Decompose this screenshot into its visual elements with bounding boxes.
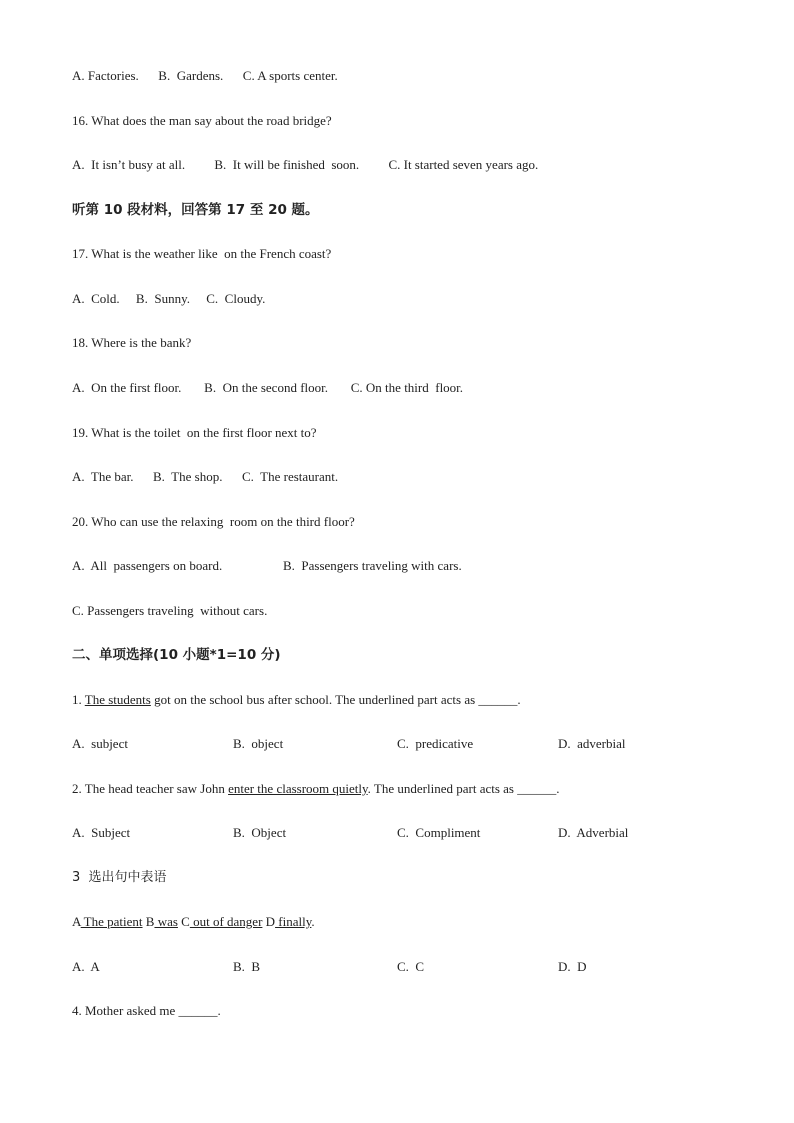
p2-stem-rest: . The underlined part acts as ______.: [367, 781, 560, 796]
q16-option-b: B. It will be finished soon.: [214, 157, 360, 172]
p4-stem: 4. Mother asked me ______.: [72, 1003, 221, 1018]
p3-option-a: A. A: [72, 959, 100, 974]
q18-option-c: C. On the third floor.: [350, 380, 464, 395]
p2-option-c: C. Compliment: [397, 825, 481, 840]
p2-option-b: B. Object: [233, 825, 287, 840]
p1-option-b: B. object: [233, 736, 284, 751]
p3-marker-a: A: [72, 914, 81, 929]
p1-option-d: D. adverbial: [558, 736, 626, 751]
q18-option-a: A. On the first floor.: [72, 380, 182, 395]
q19-option-b: B. The shop.: [153, 469, 223, 484]
p2-underlined-part: enter the classroom quietly: [228, 781, 368, 796]
q19-option-a: A. The bar.: [72, 469, 134, 484]
p3-sentence: [72, 914, 315, 930]
part-2-heading: 二、单项选择(10 小题*1=10 分): [72, 647, 281, 663]
q19-option-c: C. The restaurant.: [241, 469, 339, 484]
p1-underlined-part: The students: [84, 692, 151, 707]
p2-option-a: A. Subject: [72, 825, 131, 840]
q16-stem: 16. What does the man say about the road bridge?: [72, 113, 332, 128]
q20-option-b: B. Passengers traveling with cars.: [283, 558, 462, 573]
q17-stem: 17. What is the weather like on the French coast?: [72, 246, 332, 261]
q17-option-c: C. Cloudy.: [206, 291, 266, 306]
p2-stem-pre: 2. The head teacher saw John: [72, 781, 229, 796]
p1-option-c: C. predicative: [397, 736, 474, 751]
p3-marker-c: C: [177, 914, 190, 929]
section-10-heading: 听第 10 段材料，回答第 17 至 20 题。: [72, 202, 319, 218]
q17-option-b: B. Sunny.: [135, 291, 190, 306]
p1-stem-rest: got on the school bus after school. The underlined part acts as ______.: [150, 692, 521, 707]
p3-option-d: D. D: [558, 959, 587, 974]
p3-option-c: C. C: [397, 959, 425, 974]
p3-marker-d: D: [262, 914, 276, 929]
q20-stem: 20. Who can use the relaxing room on the third floor?: [72, 514, 355, 529]
q15-option-a: A. Factories.: [72, 68, 139, 83]
p3-part-a: The patient: [80, 914, 143, 929]
p3-sentence-end: .: [311, 914, 315, 929]
q18-stem: 18. Where is the bank?: [72, 335, 192, 350]
q15-option-b: B. Gardens.: [158, 68, 224, 83]
q16-options: [72, 157, 538, 173]
p3-option-b: B. B: [233, 959, 261, 974]
q16-option-c: C. It started seven years ago.: [388, 157, 539, 172]
p3-stem: 3 选出句中表语: [72, 870, 167, 885]
q15-option-c: C. A sports center.: [242, 68, 338, 83]
q20-option-a: A. All passengers on board.: [72, 558, 223, 573]
p1-stem: [72, 692, 521, 708]
p2-option-d: D. Adverbial: [558, 825, 629, 840]
p3-part-b: was: [154, 914, 178, 929]
q19-options: [72, 469, 338, 485]
q17-option-a: A. Cold.: [72, 291, 120, 306]
q20-option-c: C. Passengers traveling without cars.: [72, 603, 268, 618]
p3-marker-b: B: [142, 914, 155, 929]
q19-stem: 19. What is the toilet on the first floor next to?: [72, 425, 317, 440]
p3-part-c: out of danger: [189, 914, 263, 929]
q16-option-a: A. It isn’t busy at all.: [72, 157, 186, 172]
p1-number: 1.: [72, 692, 85, 707]
p2-stem: [72, 781, 560, 797]
q17-options: [72, 291, 265, 307]
q18-option-b: B. On the second floor.: [204, 380, 328, 395]
p3-part-d: finally: [275, 914, 312, 929]
q18-options: [72, 380, 463, 396]
p1-option-a: A. subject: [72, 736, 128, 751]
q15-options: [72, 68, 338, 84]
